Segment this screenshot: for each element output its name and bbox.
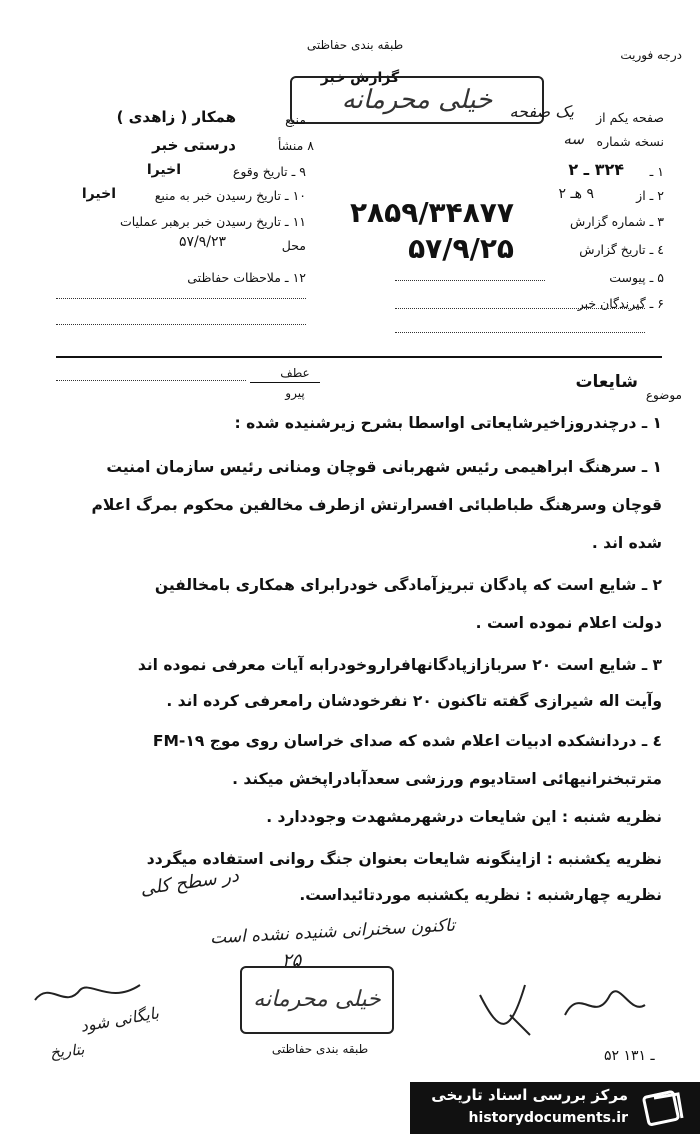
recipients-dots-3	[395, 332, 645, 333]
report-number-value: ۲۸۵۹/۳۴۸۷۷	[349, 196, 514, 229]
body-line-11: نظریه شنبه : این شایعات درشهرمشهدت وجوددارد .	[266, 808, 662, 826]
subject-dots	[56, 380, 246, 381]
attachment-label: ۵ ـ پیوست	[609, 270, 664, 285]
body-line-7: ۳ ـ شایع است ۲۰ سربازازپادگانهافراروخودرابه آیات معرفی نموده اند	[137, 656, 662, 674]
source-receipt-date-value: اخیرا	[81, 186, 116, 202]
subject-value: شایعات	[575, 372, 638, 392]
body-line-8: وآیت اله شیرازی گفته تاکنون ۲۰ نفرخودشان رامعرفی کرده اند .	[166, 692, 662, 710]
urgency-label: درجه فوریت	[620, 48, 682, 62]
bottom-left-note: بایگانی شود	[78, 1003, 161, 1036]
body-line-4: شده اند .	[591, 534, 662, 552]
form-title: گزارش خبر	[320, 70, 400, 86]
origin-value: درستی خبر	[152, 136, 236, 154]
recipients-dots-2	[395, 308, 645, 309]
handwritten-note-2: تاکنون سخنرانی شنیده نشده است	[209, 915, 456, 949]
stamp-bottom-text: خیلی محرمانه	[253, 987, 381, 1012]
header-separator	[56, 356, 662, 358]
field-2-label: ۲ ـ از	[636, 188, 664, 203]
site-url: historydocuments.ir	[468, 1110, 628, 1126]
handwritten-note-1: در سطح کلی	[139, 865, 241, 900]
page-count-label: صفحه یکم از	[596, 110, 664, 125]
origin-label: ۸ منشأ	[277, 138, 314, 153]
left-fields	[56, 108, 314, 308]
field-1-label: ۱ ـ	[649, 164, 664, 179]
recipients-dots-1	[395, 280, 545, 281]
field-2-value: ۹ هـ ۲	[558, 186, 594, 202]
body-line-1: ۱ ـ درچندروزاخیرشایعاتی اواسطا بشرح زیرشنیده شده :	[234, 414, 662, 432]
body-line-9: ٤ ـ دردانشکده ادبیات اعلام شده که صدای خراسان روی موج FM-۱۹	[152, 732, 662, 750]
body-line-2: ۱ ـ سرهنگ ابراهیمی رئیس شهربانی قوچان ومنانی رئیس سازمان امنیت	[106, 458, 662, 476]
document-number: ۵۲ ـ ۱۳۱	[604, 1048, 655, 1064]
occurrence-date-value: اخیرا	[146, 162, 181, 178]
body-line-12: نظریه یکشنبه : ازاینگونه شایعات بعنوان جنگ روانی استفاده میگردد	[146, 850, 662, 868]
notes-dots-1	[56, 298, 306, 299]
classification-bottom: طبقه بندی حفاظتی	[271, 1042, 369, 1056]
occurrence-date-label: ۹ ـ تاریخ وقوع	[232, 164, 306, 179]
source-label: منبع	[285, 112, 306, 127]
source-receipt-date-label: ۱۰ ـ تاریخ رسیدن خبر به منبع	[154, 188, 306, 203]
report-body	[30, 410, 670, 930]
peyro-label: پیرو	[285, 386, 305, 400]
copy-number-value: سه	[563, 130, 584, 148]
operations-receipt-date-label: ۱۱ ـ تاریخ رسیدن خبر برهبر عملیات	[119, 214, 306, 229]
body-line-3: قوچان وسرهنگ طباطبائی افسرارتش ازطرف مخالفین محکوم بمرگ اعلام	[91, 496, 662, 514]
signatures-right	[470, 975, 670, 1045]
site-name: مرکز بررسی اسناد تاریخی	[431, 1086, 628, 1104]
location-value: ۵۷/۹/۲۳	[178, 234, 226, 250]
classification-stamp-bottom	[240, 966, 394, 1034]
source-value: همکار ( زاهدی )	[116, 108, 236, 126]
location-label: محل	[281, 238, 306, 253]
classification-stamp-top	[290, 76, 544, 124]
subject-label: موضوع	[645, 388, 682, 402]
atf-label: عطف	[280, 366, 310, 380]
recipients-label: ۶ ـ گیرندگان خبر	[577, 296, 664, 311]
archive-logo-icon	[642, 1088, 686, 1128]
notes-dots-2	[56, 324, 306, 325]
bottom-left-note-2: بتاریخ	[49, 1040, 86, 1062]
report-date-value: ۵۷/۹/۲۵	[408, 232, 514, 265]
handwritten-number: ۲۵	[282, 950, 302, 971]
body-line-10: مترتبخنرانیهائی استادیوم ورزشی سعدآبادراپخش میکند .	[232, 770, 662, 788]
report-number-label: ۳ ـ شماره گزارش	[569, 214, 664, 229]
field-1-value: ۳۲۴ ـ ۲	[568, 160, 624, 179]
body-line-5: ۲ ـ شایع است که پادگان تبریزآمادگی خودرابرای همکاری بامخالفین	[154, 576, 662, 594]
classification-top: طبقه بندی حفاظتی	[306, 38, 404, 52]
stamp-top-text: خیلی محرمانه	[341, 85, 493, 115]
report-date-label: ٤ ـ تاریخ گزارش	[579, 242, 664, 257]
body-line-13: نظریه چهارشنبه : نظریه یکشنبه موردتائیداست.	[299, 886, 662, 904]
atf-line	[250, 382, 320, 383]
security-notes-label: ۱۲ ـ ملاحظات حفاظتی	[187, 270, 306, 285]
body-line-6: دولت اعلام نموده است .	[475, 614, 662, 632]
page-count-value: یک صفحه	[509, 102, 574, 121]
footer-banner	[410, 1082, 700, 1134]
copy-number-label: نسخه شماره	[596, 134, 664, 149]
